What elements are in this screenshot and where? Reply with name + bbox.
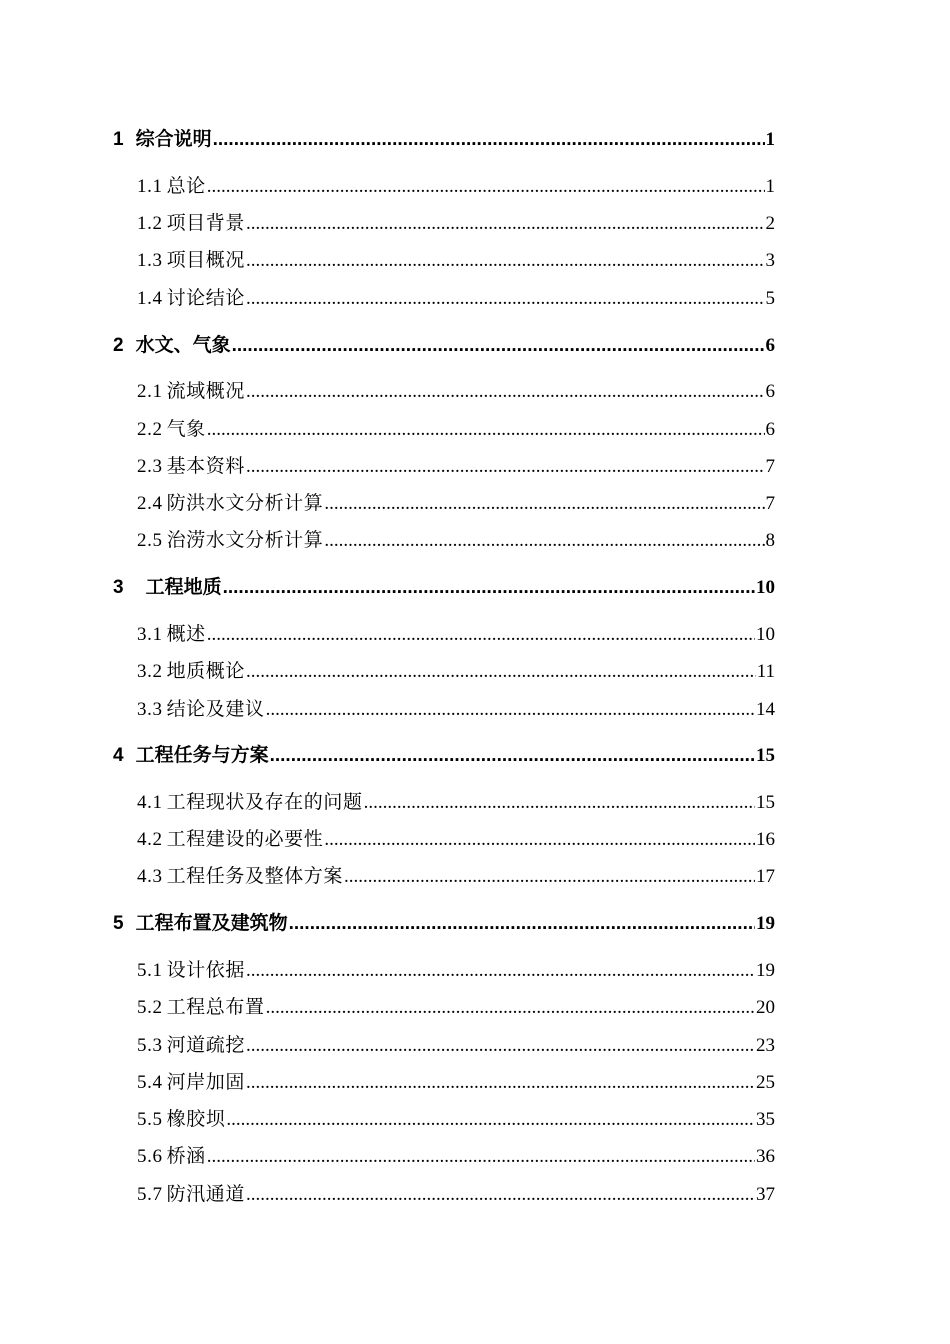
toc-title: 工程布置及建筑物 (135, 913, 288, 934)
dot-leader (232, 335, 765, 357)
toc-entry-section[interactable] (137, 824, 775, 851)
dot-leader (324, 493, 764, 515)
toc-page-number: 16 (756, 829, 775, 850)
toc-page-number: 6 (765, 419, 775, 440)
toc-page-number: 8 (765, 530, 775, 551)
toc-title: 基本资料 (166, 456, 245, 477)
dot-leader (344, 866, 755, 888)
dot-leader (246, 960, 755, 982)
dot-leader (213, 129, 765, 151)
toc-page-number: 19 (756, 960, 775, 981)
toc-entry-section[interactable] (137, 1179, 775, 1206)
toc-number: 4.1 (137, 792, 163, 813)
toc-title: 总论 (166, 176, 206, 197)
toc-title: 工程任务与方案 (135, 745, 269, 766)
dot-leader (246, 250, 765, 272)
toc-number: 5.7 (137, 1184, 163, 1205)
dot-leader (289, 913, 755, 935)
toc-number: 4.3 (137, 866, 163, 887)
toc-number: 3.3 (137, 699, 163, 720)
toc-number: 1.3 (137, 250, 163, 271)
toc-entry-section[interactable] (137, 1030, 775, 1057)
toc-entry-section[interactable] (137, 451, 775, 478)
toc-number: 1.4 (137, 288, 163, 309)
toc-number: 5.3 (137, 1035, 163, 1056)
toc-number: 5.4 (137, 1072, 163, 1093)
toc-title: 工程建设的必要性 (166, 829, 324, 850)
toc-page-number: 5 (765, 288, 775, 309)
toc-entry-section[interactable] (137, 787, 775, 814)
dot-leader (246, 1035, 755, 1057)
toc-entry-chapter[interactable] (113, 740, 775, 767)
toc-entry-chapter[interactable] (113, 908, 775, 935)
toc-title: 流域概况 (166, 381, 245, 402)
toc-entry-section[interactable] (137, 1141, 775, 1168)
toc-page-number: 6 (765, 335, 775, 356)
toc-page-number: 7 (765, 456, 775, 477)
dot-leader (364, 792, 755, 814)
toc-page-number: 37 (756, 1184, 775, 1205)
dot-leader (207, 624, 755, 646)
toc-title: 概述 (166, 624, 206, 645)
toc-entry-section[interactable] (137, 992, 775, 1019)
toc-number: 5.2 (137, 997, 163, 1018)
toc-number: 1 (113, 129, 124, 150)
toc-title: 工程任务及整体方案 (166, 866, 343, 887)
dot-leader (226, 1109, 755, 1131)
dot-leader (246, 661, 756, 683)
dot-leader (246, 456, 765, 478)
dot-leader (246, 1184, 755, 1206)
toc-entry-section[interactable] (137, 955, 775, 982)
toc-page-number: 10 (756, 624, 775, 645)
toc-entry-section[interactable] (137, 488, 775, 515)
toc-title: 防洪水文分析计算 (166, 493, 324, 514)
toc-page-number: 36 (756, 1146, 775, 1167)
toc-page-number: 25 (756, 1072, 775, 1093)
toc-title: 河道疏挖 (166, 1035, 245, 1056)
toc-entry-section[interactable] (137, 376, 775, 403)
toc-number: 3.1 (137, 624, 163, 645)
dot-leader (270, 745, 755, 767)
toc-number: 5.5 (137, 1109, 163, 1130)
toc-title: 地质概论 (166, 661, 245, 682)
toc-title: 讨论结论 (166, 288, 245, 309)
toc-number: 5.1 (137, 960, 163, 981)
toc-number: 2.5 (137, 530, 163, 551)
toc-number: 3 (113, 577, 124, 598)
toc-page-number: 3 (765, 250, 775, 271)
toc-number: 2.1 (137, 381, 163, 402)
toc-entry-section[interactable] (137, 619, 775, 646)
toc-title: 河岸加固 (166, 1072, 245, 1093)
toc-title: 项目概况 (166, 250, 245, 271)
toc-title: 橡胶坝 (166, 1109, 226, 1130)
toc-entry-chapter[interactable] (113, 124, 775, 151)
toc-entry-section[interactable] (137, 414, 775, 441)
toc-title: 治涝水文分析计算 (166, 530, 324, 551)
toc-page-number: 11 (756, 661, 775, 682)
toc-entry-section[interactable] (137, 1104, 775, 1131)
toc-title: 桥涵 (166, 1146, 206, 1167)
toc-number: 2.2 (137, 419, 163, 440)
toc-title: 工程地质 (145, 577, 222, 598)
toc-page-number: 15 (756, 745, 775, 766)
toc-number: 3.2 (137, 661, 163, 682)
toc-entry-section[interactable] (137, 656, 775, 683)
toc-entry-section[interactable] (137, 171, 775, 198)
toc-entry-section[interactable] (137, 525, 775, 552)
toc-page-number: 19 (756, 913, 775, 934)
toc-page-number: 23 (756, 1035, 775, 1056)
toc-entry-section[interactable] (137, 694, 775, 721)
dot-leader (246, 213, 765, 235)
toc-page-number: 6 (765, 381, 775, 402)
toc-number: 1.1 (137, 176, 163, 197)
toc-title: 结论及建议 (166, 699, 265, 720)
toc-number: 5 (113, 913, 124, 934)
toc-title: 水文、气象 (135, 335, 231, 356)
toc-number: 1.2 (137, 213, 163, 234)
dot-leader (246, 288, 765, 310)
toc-title: 项目背景 (166, 213, 245, 234)
toc-page-number: 1 (765, 129, 775, 150)
toc-entry-section[interactable] (137, 208, 775, 235)
dot-leader (207, 176, 765, 198)
toc-number: 2 (113, 335, 124, 356)
toc-number: 4.2 (137, 829, 163, 850)
toc-entry-chapter[interactable] (113, 330, 775, 357)
toc-title: 综合说明 (135, 129, 212, 150)
toc-title: 工程现状及存在的问题 (166, 792, 363, 813)
dot-leader (266, 699, 755, 721)
dot-leader (207, 419, 765, 441)
toc-number: 5.6 (137, 1146, 163, 1167)
toc-title: 设计依据 (166, 960, 245, 981)
dot-leader (207, 1146, 755, 1168)
toc-number: 4 (113, 745, 124, 766)
toc-number: 2.3 (137, 456, 163, 477)
toc-page-number: 15 (756, 792, 775, 813)
toc-entry-chapter[interactable] (113, 572, 775, 599)
toc-page-number: 20 (756, 997, 775, 1018)
dot-leader (324, 829, 755, 851)
dot-leader (324, 530, 764, 552)
dot-leader (246, 381, 765, 403)
toc-page-number: 14 (756, 699, 775, 720)
dot-leader (223, 577, 755, 599)
dot-leader (266, 997, 755, 1019)
toc-entry-section[interactable] (137, 861, 775, 888)
toc-page-number: 2 (765, 213, 775, 234)
toc-title: 气象 (166, 419, 206, 440)
toc-page-number: 1 (765, 176, 775, 197)
toc-page-number: 35 (756, 1109, 775, 1130)
toc-entry-section[interactable] (137, 283, 775, 310)
toc-page-number: 7 (765, 493, 775, 514)
toc-title: 工程总布置 (166, 997, 265, 1018)
toc-entry-section[interactable] (137, 1067, 775, 1094)
toc-number: 2.4 (137, 493, 163, 514)
toc-entry-section[interactable] (137, 245, 775, 272)
dot-leader (246, 1072, 755, 1094)
toc-page-number: 17 (756, 866, 775, 887)
toc-page-number: 10 (756, 577, 775, 598)
toc-title: 防汛通道 (166, 1184, 245, 1205)
